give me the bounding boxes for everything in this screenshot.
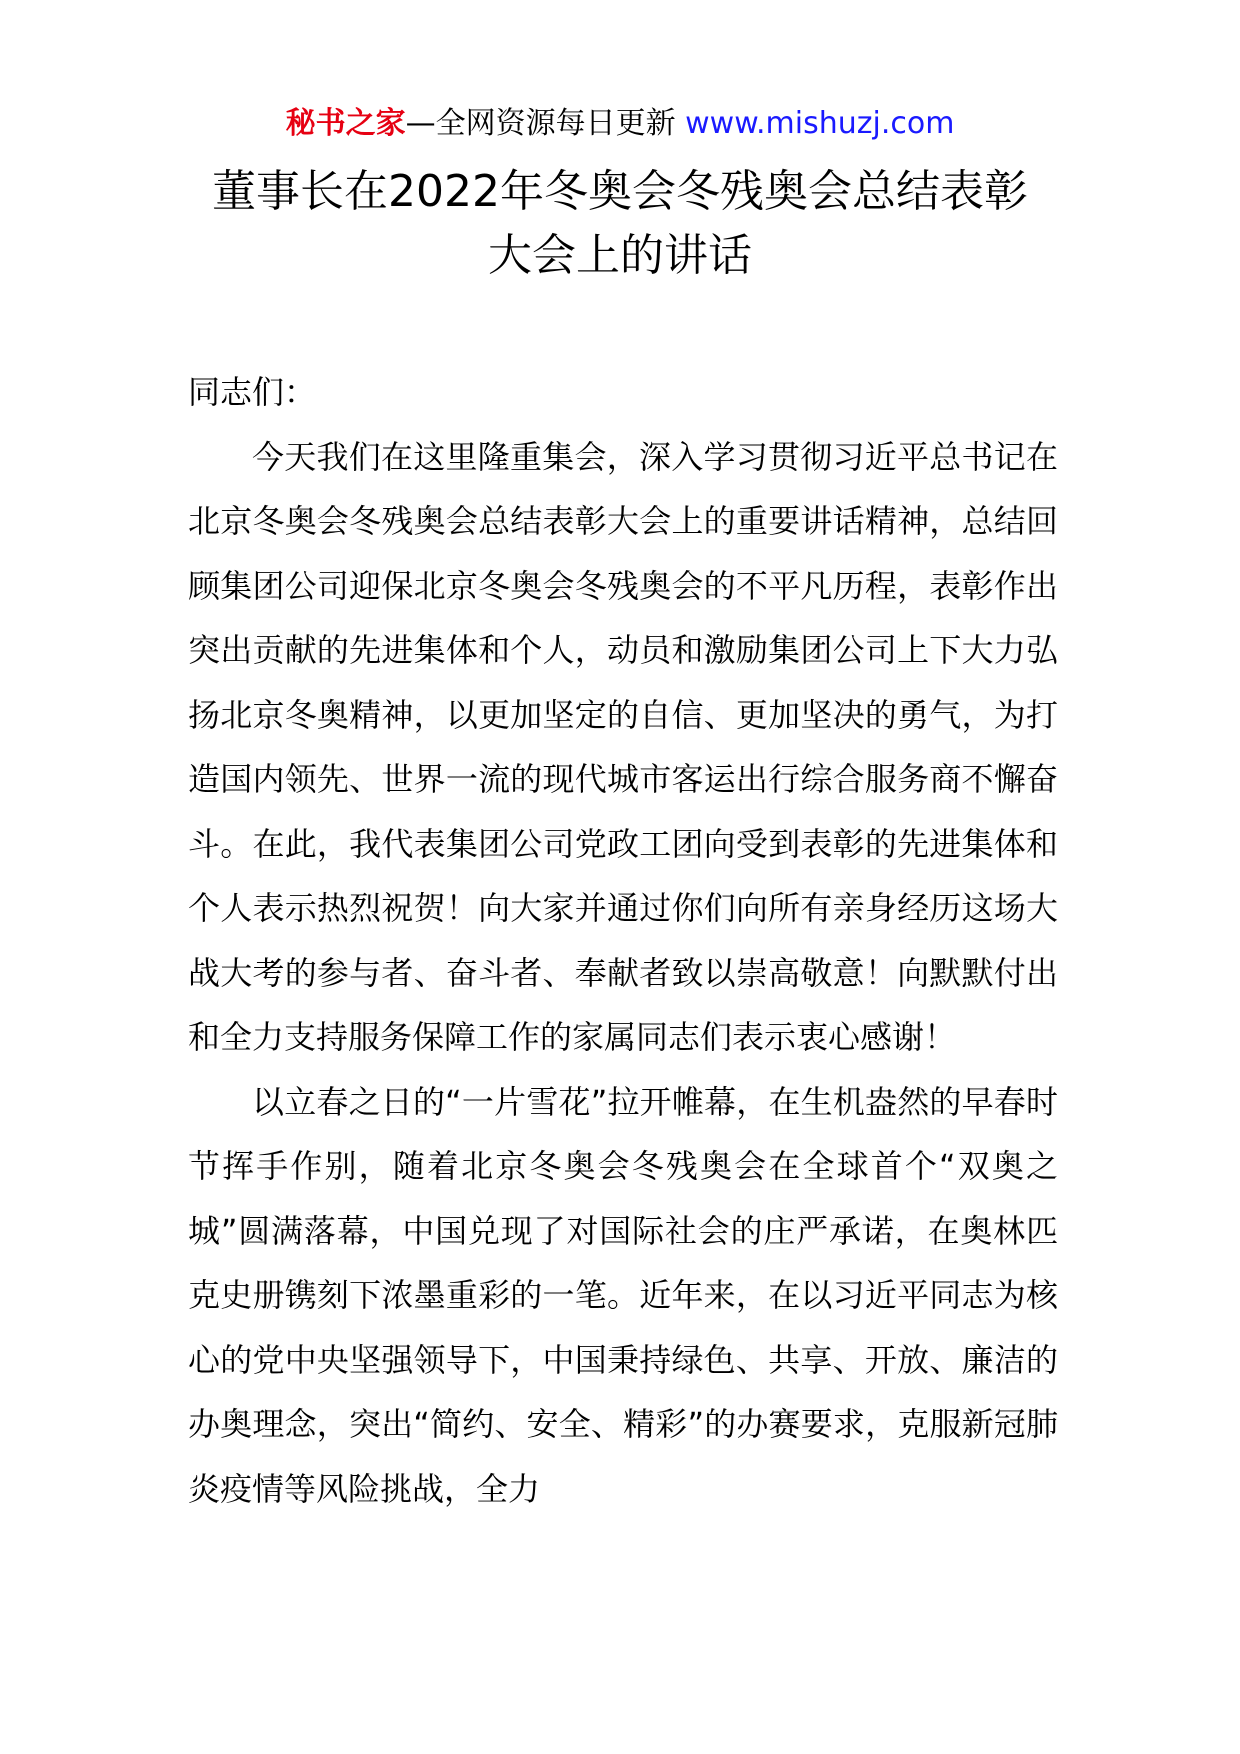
title-line-1: 董事长在2022年冬奥会冬残奥会总结表彰 bbox=[212, 166, 1028, 217]
site-url-link[interactable]: www.mishuzj.com bbox=[685, 106, 955, 141]
title-line-2: 大会上的讲话 bbox=[488, 230, 752, 281]
paragraph-1: 今天我们在这里隆重集会，深入学习贯彻习近平总书记在北京冬奥会冬残奥会总结表彰大会上的重要讲话精神，总结回顾集团公司迎保北京冬奥会冬残奥会的不平凡历程，表彰作出突出贡献的先进集体和个人，动员和激励集团公司上下大力弘扬北京冬奥精神，以更加坚定的自信、更加坚决的勇气，为打造国内领先、世界一流的现代城市客运出行综合服务商不懈奋斗。在此，我代表集团公司党政工团向受到表彰的先进集体和个人表示热烈祝贺！向大家并通过你们向所有亲身经历这场大战大考的参与者、奋斗者、奉献者致以崇高敬意！向默默付出和全力支持服务保障工作的家属同志们表示衷心感谢！ bbox=[188, 437, 1058, 1056]
salutation: 同志们： bbox=[188, 373, 317, 411]
site-brand: 秘书之家 bbox=[285, 106, 406, 141]
document-body bbox=[188, 360, 1058, 1521]
site-tagline: —全网资源每日更新 bbox=[405, 106, 686, 141]
paragraph-2: 以立春之日的“一片雪花”拉开帷幕，在生机盎然的早春时节挥手作别，随着北京冬奥会冬残奥会在全球首个“双奥之城”圆满落幕，中国兑现了对国际社会的庄严承诺，在奥林匹克史册镌刻下浓墨重彩的一笔。近年来，在以习近平同志为核心的党中央坚强领导下，中国秉持绿色、共享、开放、廉洁的办奥理念，突出“简约、安全、精彩”的办赛要求，克服新冠肺炎疫情等风险挑战，全力 bbox=[188, 1082, 1058, 1508]
document-title bbox=[150, 160, 1090, 288]
site-header bbox=[0, 104, 1240, 144]
